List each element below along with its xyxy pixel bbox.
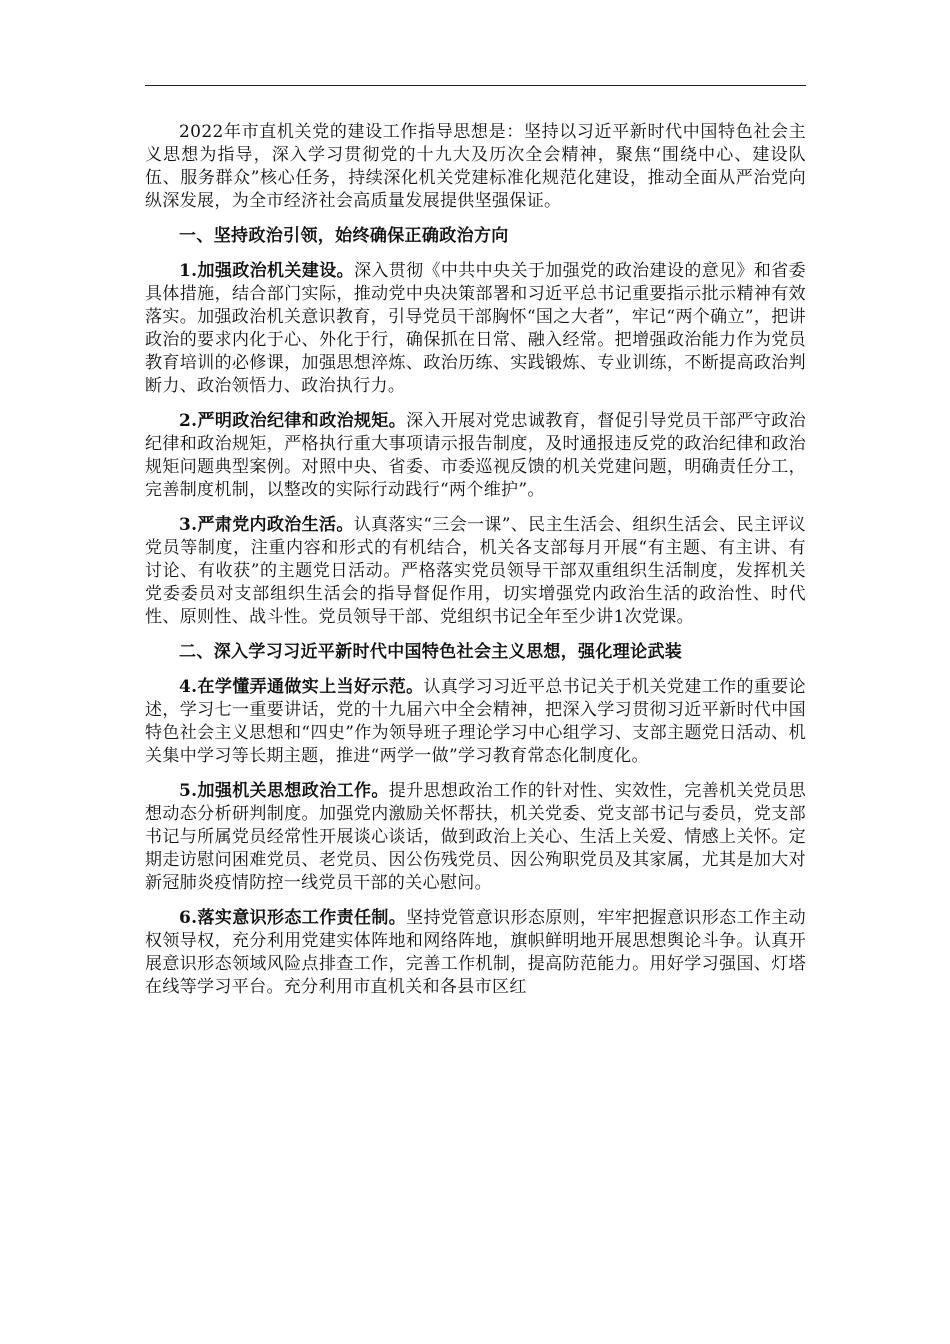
section-heading-2: 二、深入学习习近平新时代中国特色社会主义思想，强化理论武装 [179, 642, 683, 662]
item-lead: 2.严明政治纪律和政治规矩。 [179, 411, 407, 431]
header-rule [145, 85, 806, 86]
item-paragraph-2 [145, 410, 806, 502]
section-heading-1: 一、坚持政治引领，始终确保正确政治方向 [179, 226, 509, 246]
item-paragraph-4 [145, 676, 806, 768]
item-text: 深入贯彻《中共中央关于加强党的政治建设的意见》和省委具体措施，结合部门实际，推动党中央决策部署和习近平总书记重要指示批示精神有效落实。加强政治机关意识教育，引导党员干部胸怀“国之大者”，牢记“两个确立”，把讲政治的要求内化于心、外化于行，确保抓在日常、融入经常。把增强政治能力作为党员教育培训的必修课，加强思想淬炼、政治历练、实践锻炼、专业训练，不断提高政治判断力、政治领悟力、政治执行力。 [145, 261, 806, 396]
item-paragraph-5 [145, 780, 806, 895]
intro-paragraph: 2022年市直机关党的建设工作指导思想是：坚持以习近平新时代中国特色社会主义思想为指导，深入学习贯彻党的十九大及历次全会精神，聚焦“围绕中心、建设队伍、服务群众”核心任务，持续深化机关党建标准化规范化建设，推动全面从严治党向纵深发展，为全市经济社会高质量发展提供坚强保证。 [145, 122, 806, 211]
item-text: 认真落实“三会一课”、民主生活会、组织生活会、民主评议党员等制度，注重内容和形式的有机结合，机关各支部每月开展“有主题、有主讲、有讨论、有收获”的主题党日活动。严格落实党员领导干部双重组织生活制度，发挥机关党委委员对支部组织生活会的指导督促作用，切实增强党内政治生活的政治性、时代性、原则性、战斗性。党员领导干部、党组织书记全年至少讲1次党课。 [145, 515, 806, 627]
item-paragraph-1 [145, 260, 806, 398]
item-lead: 4.在学懂弄通做实上当好示范。 [179, 677, 424, 697]
item-lead: 3.严肃党内政治生活。 [179, 515, 354, 535]
item-text: 坚持党管意识形态原则，牢牢把握意识形态工作主动权领导权，充分利用党建实体阵地和网络阵地，旗帜鲜明地开展思想舆论斗争。认真开展意识形态领域风险点排查工作，完善工作机制，提高防范能力。用好学习强国、灯塔在线等学习平台。充分利用市直机关和各县市区红 [145, 908, 806, 997]
item-text: 提升思想政治工作的针对性、实效性，完善机关党员思想动态分析研判制度。加强党内激励关怀帮扶，机关党委、党支部书记与委员，党支部书记与所属党员经常性开展谈心谈话，做到政治上关心、生活上关爱、情感上关怀。定期走访慰问困难党员、老党员、因公伤残党员、因公殉职党员及其家属，尤其是加大对新冠肺炎疫情防控一线党员干部的关心慰问。 [145, 781, 807, 893]
document-body [145, 121, 806, 1011]
item-lead: 1.加强政治机关建设。 [179, 261, 354, 281]
item-paragraph-6 [145, 907, 806, 999]
item-text: 认真学习习近平总书记关于机关党建工作的重要论述，学习七一重要讲话，党的十九届六中全会精神，把深入学习贯彻习近平新时代中国特色社会主义思想和“四史”作为领导班子理论学习中心组学习、支部主题党日活动、机关集中学习等长期主题，推进“两学一做”学习教育常态化制度化。 [145, 677, 806, 766]
item-lead: 6.落实意识形态工作责任制。 [179, 908, 407, 928]
item-lead: 5.加强机关思想政治工作。 [179, 781, 389, 801]
item-paragraph-3 [145, 514, 806, 629]
item-text: 深入开展对党忠诚教育，督促引导党员干部严守政治纪律和政治规矩，严格执行重大事项请示报告制度，及时通报违反党的政治纪律和政治规矩问题典型案例。对照中央、省委、市委巡视反馈的机关党建问题，明确责任分工，完善制度机制，以整改的实际行动践行“两个维护”。 [145, 411, 806, 500]
